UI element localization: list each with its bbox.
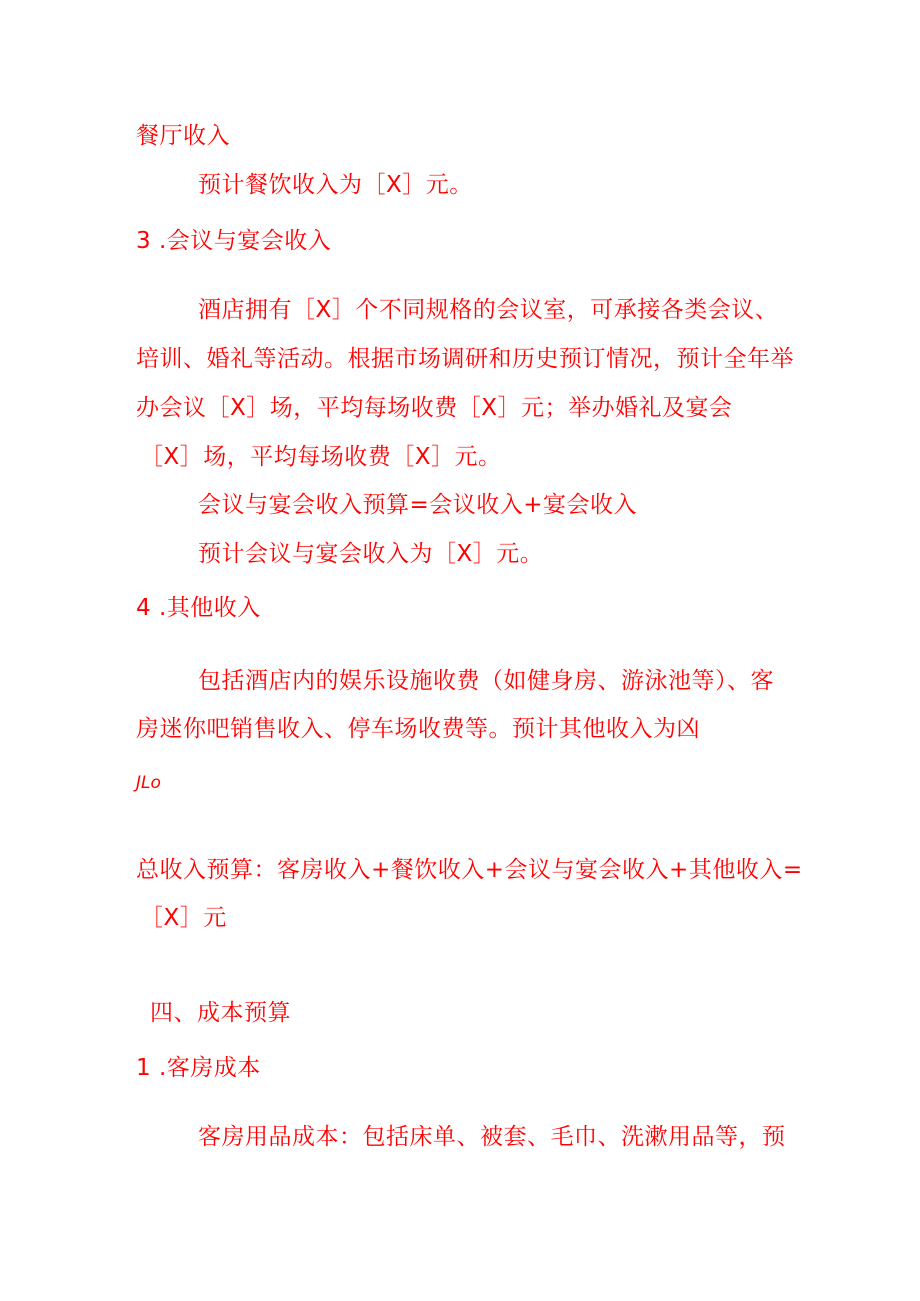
- section-heading-meeting-banquet: 3 .会议与宴会收入: [136, 228, 332, 254]
- subheading-restaurant-income: 餐厅收入: [136, 123, 230, 149]
- paragraph-line: 预计餐饮收入为［X］元。: [198, 172, 473, 198]
- section-heading-room-cost: 1 .客房成本: [136, 1055, 261, 1081]
- paragraph-line: 客房用品成本：包括床单、被套、毛巾、洗漱用品等，预: [198, 1124, 786, 1150]
- total-income-formula: 总收入预算：客房收入+餐饮收入+会议与宴会收入+其他收入=: [136, 857, 803, 883]
- paragraph-line: 培训、婚礼等活动。根据市场调研和历史预订情况，预计全年举: [136, 346, 794, 372]
- paragraph-line: 办会议［X］场，平均每场收费［X］元；举办婚礼及宴会: [136, 395, 733, 421]
- chapter-heading-cost-budget: 四、成本预算: [150, 1000, 291, 1026]
- paragraph-line: ［X］元: [140, 905, 227, 931]
- formula-line: 会议与宴会收入预算=会议收入+宴会收入: [198, 492, 638, 518]
- ocr-fragment: JLo: [136, 773, 161, 793]
- paragraph-line: ［X］场，平均每场收费［X］元。: [140, 444, 502, 470]
- section-heading-other-income: 4 .其他收入: [136, 595, 261, 621]
- paragraph-line: 预计会议与宴会收入为［X］元。: [198, 541, 544, 567]
- paragraph-line: 房迷你吧销售收入、停车场收费等。预计其他收入为凶: [136, 716, 700, 742]
- paragraph-line: 包括酒店内的娱乐设施收费（如健身房、游泳池等）、客: [198, 668, 774, 694]
- paragraph-line: 酒店拥有［X］个不同规格的会议室，可承接各类会议、: [198, 297, 779, 323]
